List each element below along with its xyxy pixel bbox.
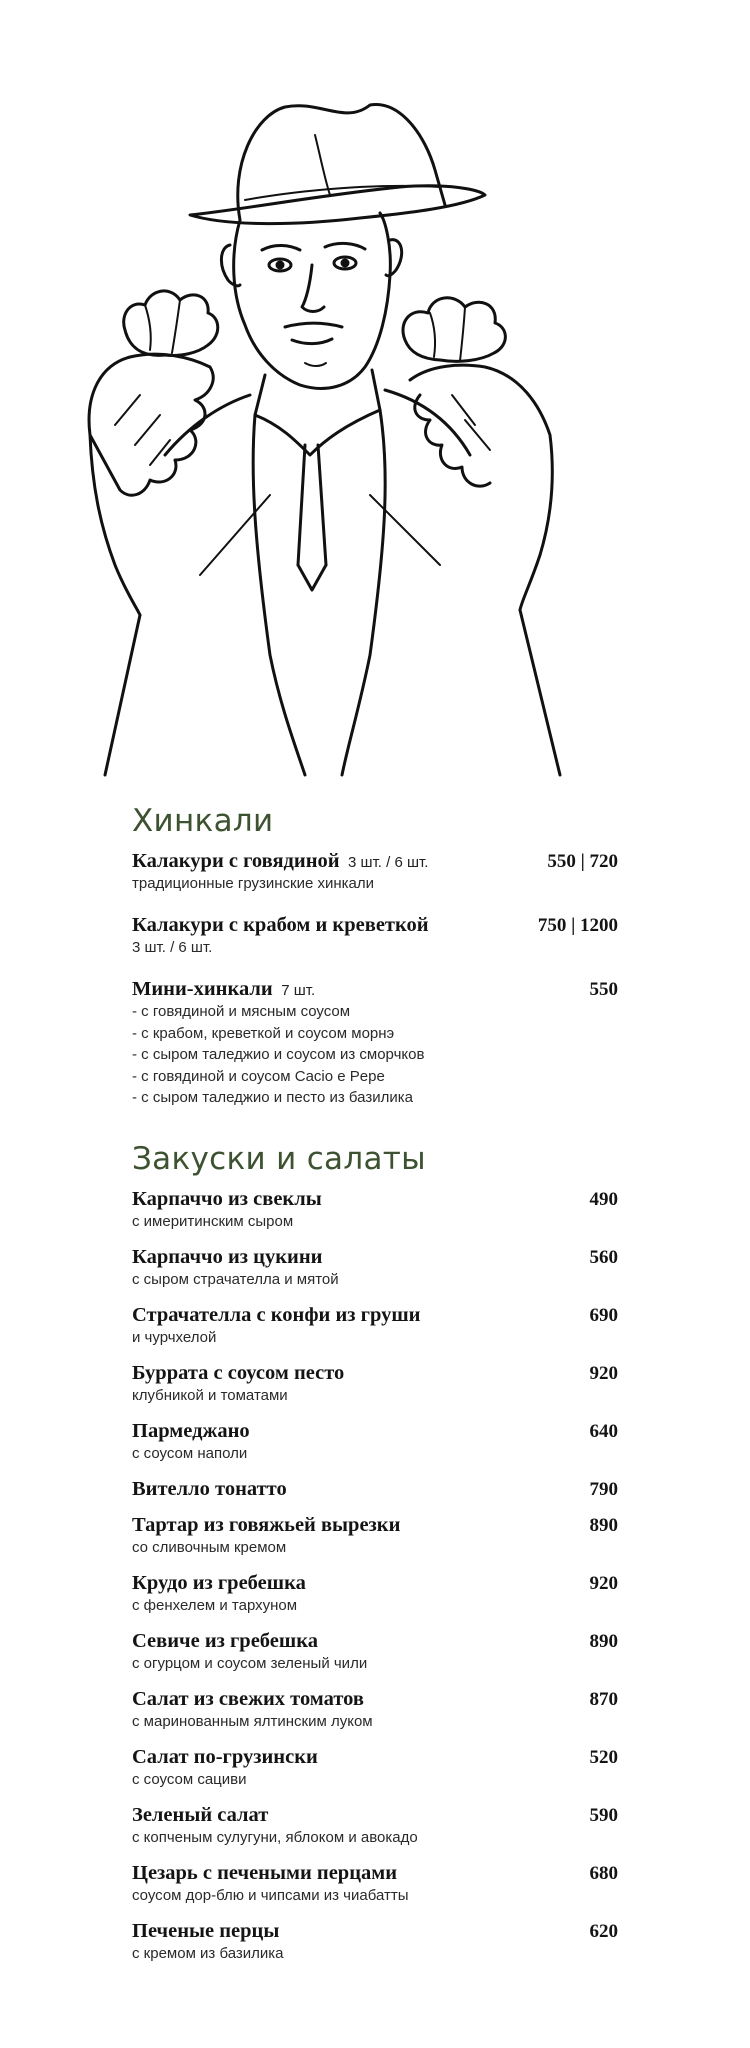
item-price: 750 | 1200 (537, 915, 618, 936)
item-name: Буррата с соусом песто (132, 1362, 345, 1384)
item-description: с кремом из базилика (132, 1945, 284, 1962)
menu-item (132, 1478, 618, 1501)
item-description: и чурчхелой (132, 1329, 217, 1346)
item-description: с имеритинским сыром (132, 1213, 294, 1230)
menu-item (132, 1572, 618, 1617)
item-name: Салат из свежих томатов (132, 1688, 364, 1710)
item-price: 550 (589, 979, 618, 1000)
menu-item (132, 914, 618, 959)
item-description: клубникой и томатами (132, 1387, 288, 1404)
menu-item (132, 1862, 618, 1907)
item-price: 620 (589, 1921, 618, 1942)
item-price: 550 | 720 (547, 851, 618, 872)
item-description: 3 шт. / 6 шт. (132, 939, 213, 956)
menu-item (132, 1188, 618, 1233)
menu-item (132, 1804, 618, 1849)
item-price: 870 (589, 1689, 618, 1710)
item-name: Зеленый салат (132, 1804, 269, 1826)
item-qty: 7 шт. (281, 982, 316, 999)
item-description: с огурцом и соусом зеленый чили (132, 1655, 368, 1672)
item-qty: 3 шт. / 6 шт. (348, 854, 429, 871)
section-title-khinkali: Хинкали (132, 803, 274, 839)
menu-item (132, 1746, 618, 1791)
menu-item (132, 1514, 618, 1559)
menu-item (132, 1630, 618, 1675)
item-price: 920 (589, 1363, 618, 1384)
item-description: с сыром страчателла и мятой (132, 1271, 339, 1288)
item-description: - с крабом, креветкой и соусом морнэ (132, 1024, 395, 1042)
menu-item (132, 850, 618, 895)
menu-item (132, 1304, 618, 1349)
item-name: Севиче из гребешка (132, 1630, 318, 1652)
menu-item (132, 1362, 618, 1407)
item-price: 590 (589, 1805, 618, 1826)
item-name: Салат по-грузински (132, 1746, 318, 1768)
item-description: с соусом сациви (132, 1771, 247, 1788)
menu-item (132, 1920, 618, 1965)
item-name: Вителло тонатто (132, 1478, 287, 1500)
item-name: Карпаччо из цукини (132, 1246, 323, 1268)
item-name: Тартар из говяжьей вырезки (132, 1514, 401, 1536)
item-description: соусом дор-блю и чипсами из чиабатты (132, 1887, 409, 1904)
item-price: 790 (589, 1479, 618, 1500)
menu-item (132, 978, 618, 1109)
item-price: 680 (589, 1863, 618, 1884)
item-price: 890 (589, 1631, 618, 1652)
item-name: Цезарь с печеными перцами (132, 1862, 398, 1884)
item-price: 520 (589, 1747, 618, 1768)
item-description: - с сыром таледжио и песто из базилика (132, 1089, 413, 1106)
man-in-hat-holding-khinkali-illustration (80, 95, 680, 780)
item-price: 890 (589, 1515, 618, 1536)
item-name: Калакури с крабом и креветкой (132, 914, 429, 936)
item-price: 490 (589, 1189, 618, 1210)
item-description: традиционные грузинские хинкали (132, 875, 375, 892)
menu-item (132, 1246, 618, 1291)
item-price: 640 (589, 1421, 618, 1442)
item-name: Крудо из гребешка (132, 1572, 306, 1594)
item-price: 920 (589, 1573, 618, 1594)
item-description: с копченым сулугуни, яблоком и авокадо (132, 1829, 418, 1846)
item-price: 690 (589, 1305, 618, 1326)
item-name: Карпаччо из свеклы (132, 1188, 322, 1210)
item-name: Страчателла с конфи из груши (132, 1304, 421, 1326)
menu-item (132, 1420, 618, 1465)
item-name: Мини-хинкали (132, 978, 273, 1000)
item-description: со сливочным кремом (132, 1539, 287, 1556)
item-description: - с сыром таледжио и соусом из сморчков (132, 1046, 425, 1063)
section-title-appetizers-salads: Закуски и салаты (132, 1141, 426, 1177)
item-description: с соусом наполи (132, 1445, 248, 1462)
item-price: 560 (589, 1247, 618, 1268)
item-description: с фенхелем и тархуном (132, 1597, 298, 1614)
item-description: - с говядиной и мясным соусом (132, 1003, 351, 1020)
item-name: Калакури с говядиной (132, 850, 340, 872)
item-description: с маринованным ялтинским луком (132, 1713, 373, 1730)
item-description: - с говядиной и соусом Cacio e Pepe (132, 1067, 385, 1085)
item-name: Печеные перцы (132, 1920, 280, 1942)
menu-item (132, 1688, 618, 1733)
item-name: Пармеджано (132, 1420, 250, 1442)
